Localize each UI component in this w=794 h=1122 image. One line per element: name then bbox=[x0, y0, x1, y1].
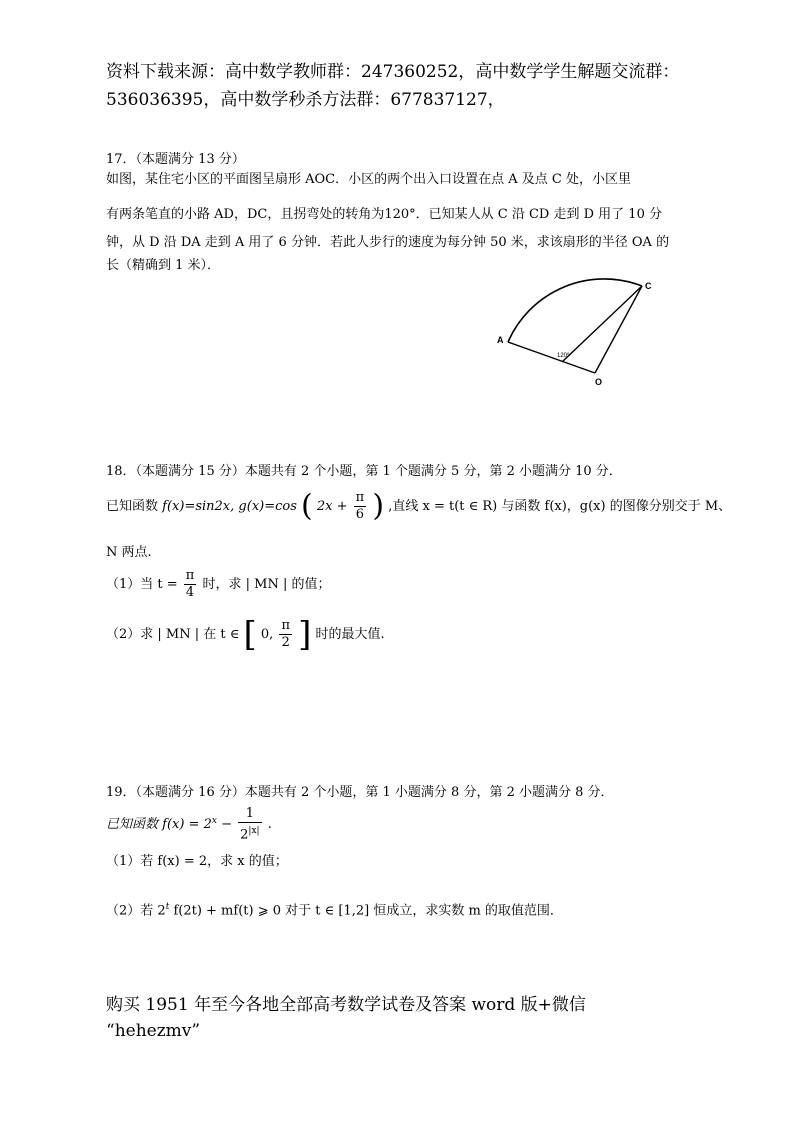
q18-part-2 bbox=[106, 614, 385, 655]
angle-label: 120⁰ bbox=[557, 353, 570, 359]
q19-p2-post: f(2t) + mf(t) ⩾ 0 对于 t ∈ [1,2] 恒成立，求实数 m 的取值范围． bbox=[169, 903, 563, 919]
label-c: C bbox=[645, 281, 652, 291]
purchase-footer bbox=[106, 992, 706, 1044]
q19-period: . bbox=[267, 817, 272, 833]
q18-frac-num: π bbox=[355, 490, 365, 505]
q18-p1-post: 时，求 | MN | 的值； bbox=[202, 577, 331, 592]
q18-frac-den: 6 bbox=[355, 507, 365, 522]
q19-given-pre: 已知函数 f(x) = 2 bbox=[106, 817, 212, 833]
label-o: O bbox=[595, 377, 603, 387]
q19-part-2 bbox=[106, 897, 563, 921]
q17-line-2: 有两条笔直的小路 AD，DC，且拐弯处的转角为120°．已知某人从 C 沿 CD 走到 D 用了 10 分 bbox=[106, 207, 662, 222]
q18-inner: 2x + bbox=[316, 499, 348, 514]
q18-line-text: ,直线 x = t(t ∈ R) 与函数 f(x)，g(x) 的图像分别交于 M、 bbox=[388, 499, 732, 514]
q18-line-2: N 两点. bbox=[106, 545, 152, 560]
q17-title: 17．（本题满分 13 分） bbox=[106, 152, 245, 167]
footer-line-2: “hehezmv” bbox=[106, 1021, 201, 1041]
header-line-1: 资料下载来源：高中数学教师群：247360252，高中数学学生解题交流群： bbox=[106, 62, 680, 82]
q19-exp-x: x bbox=[211, 815, 217, 826]
q19-minus: − bbox=[221, 817, 232, 833]
q17-line-4: 长（精确到 1 米）． bbox=[106, 258, 221, 273]
header-line-2: 536036395，高中数学秒杀方法群：677837127， bbox=[106, 90, 505, 110]
q19-den-base: 2 bbox=[240, 827, 249, 843]
q18-p1-den: 4 bbox=[185, 585, 195, 600]
sector-arc bbox=[508, 279, 642, 342]
q18-p1-num: π bbox=[185, 568, 195, 583]
q18-p2-den: 2 bbox=[281, 635, 290, 650]
q19-frac-num: 1 bbox=[238, 806, 261, 823]
q18-pi-over-2 bbox=[279, 618, 292, 651]
q18-p2-zero: 0, bbox=[260, 627, 274, 642]
q18-close-paren: ) bbox=[372, 488, 385, 524]
q19-frac-den bbox=[238, 823, 261, 843]
q18-p2-pre: （2）求 | MN | 在 t ∈ bbox=[106, 627, 240, 642]
q19-part-1: （1）若 f(x) = 2，求 x 的值； bbox=[106, 854, 288, 869]
q18-given-pre: 已知函数 bbox=[106, 499, 159, 514]
q18-p1-pre: （1）当 t = bbox=[106, 577, 178, 592]
q18-p2-post: 时的最大值. bbox=[315, 627, 385, 642]
q17-line-1: 如图，某住宅小区的平面图呈扇形 AOC．小区的两个出入口设置在点 A 及点 C 处，小区里 bbox=[106, 172, 631, 187]
q19-given bbox=[106, 806, 272, 843]
source-header bbox=[106, 58, 706, 114]
q18-pi-over-4 bbox=[184, 568, 197, 601]
q19-exp-t: t bbox=[165, 902, 170, 912]
q19-den-exp: |x| bbox=[248, 826, 260, 836]
q18-close-bracket: ] bbox=[298, 614, 312, 655]
q17-line-3: 钟，从 D 沿 DA 走到 A 用了 6 分钟．若此人步行的速度为每分钟 50 米，求该扇形的半径 OA 的 bbox=[106, 235, 670, 250]
q18-p2-num: π bbox=[281, 618, 290, 633]
q19-title: 19．（本题满分 16 分）本题共有 2 个小题，第 1 小题满分 8 分，第 2 小题满分 8 分． bbox=[106, 785, 614, 800]
q18-g-def: g(x)=cos bbox=[238, 499, 297, 514]
q18-f-def: f(x)=sin2x, bbox=[162, 499, 235, 514]
label-a: A bbox=[497, 335, 504, 345]
path-dc bbox=[562, 286, 642, 362]
q18-title: 18．（本题满分 15 分）本题共有 2 个小题，第 1 个题满分 5 分，第 2 小题满分 10 分． bbox=[106, 464, 622, 479]
path-ad bbox=[508, 342, 595, 373]
q18-open-paren: ( bbox=[301, 488, 313, 524]
q18-open-bracket: [ bbox=[243, 614, 257, 655]
q18-pi-over-6 bbox=[354, 490, 367, 523]
q18-part-1 bbox=[106, 568, 330, 601]
radius-oc bbox=[595, 286, 642, 373]
q18-given bbox=[106, 488, 732, 524]
q19-p2-pre: （2）若 2 bbox=[106, 903, 166, 919]
q19-frac bbox=[238, 806, 261, 843]
footer-line-1: 购买 1951 年至今各地全部高考数学试卷及答案 word 版+微信 bbox=[106, 995, 586, 1015]
sector-figure bbox=[490, 270, 670, 395]
